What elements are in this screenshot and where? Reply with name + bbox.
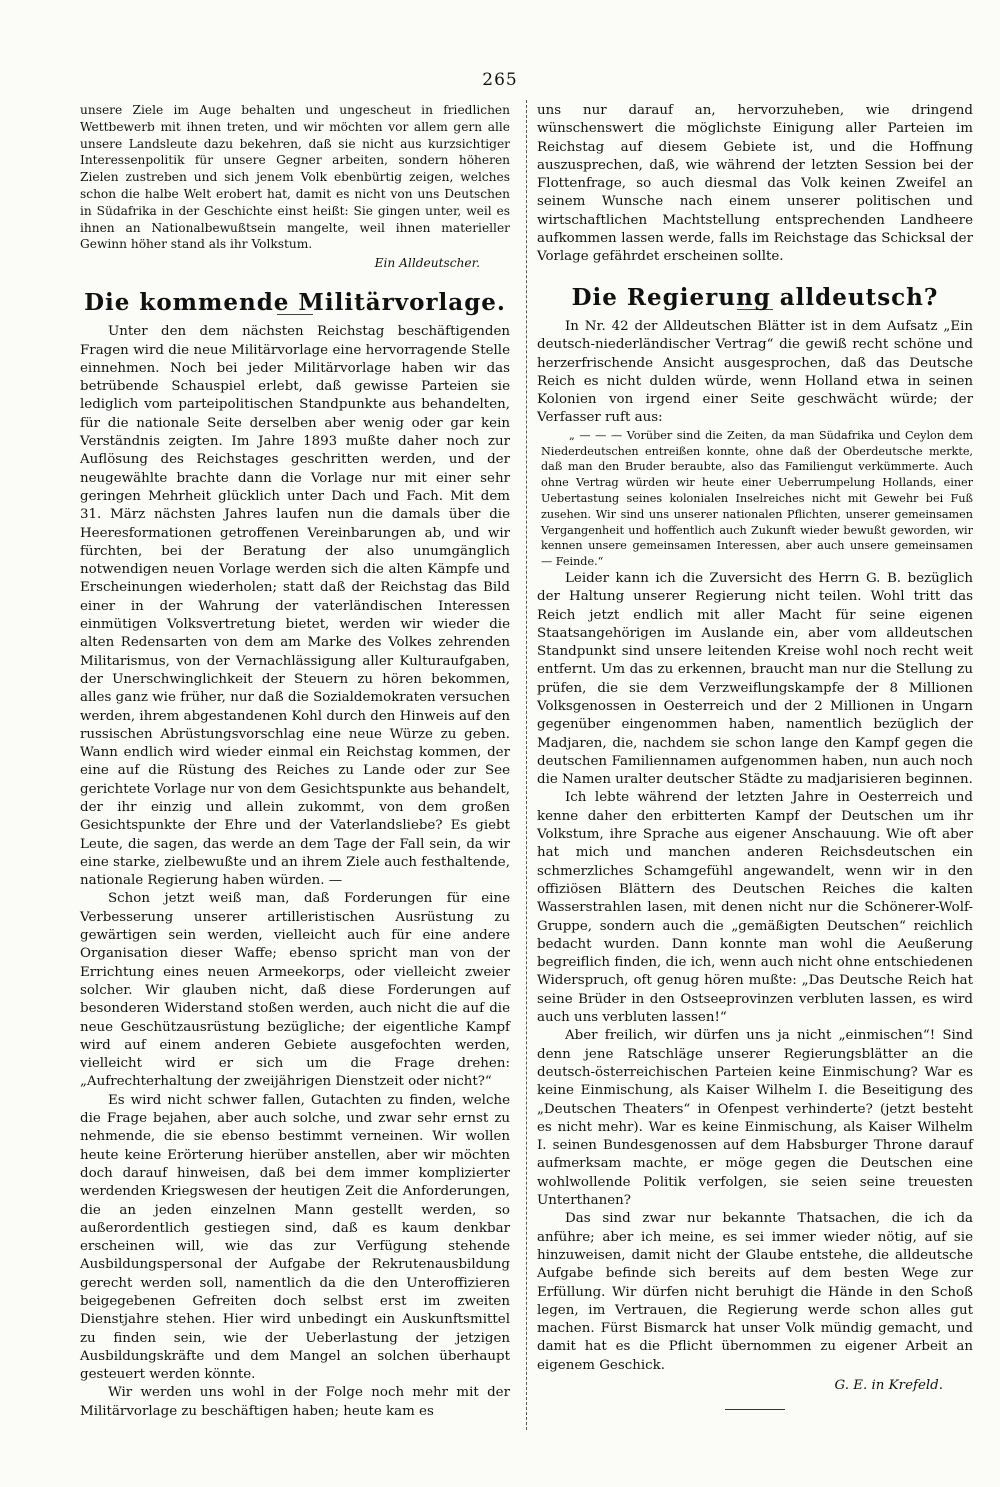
paragraph: Das sind zwar nur bekannte Thatsachen, die ich da anführe; aber ich meine, es sei immer wieder nötig, auf sie hinzuweisen, damit nicht der Glaube entstehe, die alldeutsche Aufgabe befinde sich bereits auf dem besten Wege zur Erfüllung. Wir dürfen nicht beruhigt die Hände in den Schoß legen, im Vertrauen, die Regierung werde schon alles gut machen. Fürst Bismarck hat unser Volk mündig gemacht, und damit hat es die Pflicht übernommen zu eigener Arbeit an eigenem Geschick. xyxy=(537,1211,973,1373)
intro-paragraph: unsere Ziele im Auge behalten und ungescheut in friedlichen Wettbewerb mit ihnen treten, und wir möchten vor allem gern alle unsere Landsleute dazu bekehren, daß sie nicht aus kurzsichtiger Interessenpolitik für unsere Gegner arbeiten, sondern höheren Zielen zustreben und sich jenem Volk ebenbürtig zeigen, welches schon die halbe Welt erobert hat, damit es nicht von uns Deutschen in Südafrika in der Geschichte einst heißt: Sie gingen unter, weil es ihnen an Nationalbewußtsein mangelte, weil ihnen materieller Gewinn höher stand als ihr Volkstum. xyxy=(80,103,510,252)
paragraph: Unter den dem nächsten Reichstag beschäftigenden Fragen wird die neue Militärvorlage eine hervorragende Stelle einnehmen. Noch bei jeder Militärvorlage haben wir das betrübende Schauspiel erlebt, daß gewisse Parteien sie lediglich vom parteipolitischen Standpunkte aus behandelten, für die nationale Seite derselben aber wenig oder gar kein Verständnis zeigten. Im Jahre 1893 mußte daher noch zur Auflösung des Reichstages geschritten werden, und der neugewählte brachte dann die Vorlage nur mit einer sehr geringen Mehrheit glücklich unter Dach und Fach. Mit dem 31. März nächsten Jahres laufen nun die damals über die Heeresformationen getroffenen Vereinbarungen ab, und wir fürchten, bei der Beratung der also unumgänglich notwendigen neuen Vorlage werden sich die alten Kämpfe und Erscheinungen wiederholen; statt daß der Reichstag das Bild einer in der Wahrung der vaterländischen Interessen einmütigen Volksvertretung bietet, werden wir wieder die alten Redensarten von dem am Marke des Volkes zehrenden Militarismus, von der Vernachlässigung aller Kulturaufgaben, der Unerschwinglichkeit der Steuern zu hören bekommen, alles ganz wie früher, nur daß die Sozialdemokraten versuchen werden, ihrem abgestandenen Kohl durch den Hinweis auf den russischen Abrüstungsvorschlag eine neue Würze zu geben. Wann endlich wird wieder einmal ein Reichstag kommen, der eine auf die Rüstung des Reiches zu Lande oder zur See gerichtete Vorlage nur von dem Gesichtspunkte aus behandelt, der ihr einzig und allein zukommt, von dem großen Gesichtspunkte der Ehre und der Vaterlandsliebe? Es giebt Leute, die sagen, das werde an dem Tage der Fall sein, da wir eine starke, zielbewußte und an ihrem Ziele auch festhaltende, nationale Regierung haben würden. — xyxy=(80,324,510,889)
article-title-militaervorlage: Die kommende Militärvorlage. xyxy=(84,288,506,316)
block-quote: „ — — — Vorüber sind die Zeiten, da man Südafrika und Ceylon dem Niederdeutschen entreißen konnte, ohne daß der Oberdeutsche merkte, daß man den Bruder beraubte, also das Familiengut verkümmerte. Auch ohne Vertrag würden wir heute einer Ueberrumpelung Hollands, einer Uebertastung seines kolonialen Inselreiches nicht mit Gewehr bei Fuß zusehen. Wir sind uns unserer nationalen Pflichten, unserer gemeinsamen Vergangenheit und hoffentlich auch Zukunft wieder bewußt geworden, wir kennen unsere gemeinsamen Interessen, aber auch unsere gemeinsamen — Feinde.“ xyxy=(541,428,973,569)
end-rule xyxy=(725,1409,785,1410)
page-number: 265 xyxy=(482,70,518,90)
continuation-paragraph: uns nur darauf an, hervorzuheben, wie dringend wünschenswert die möglichste Einigung aller Parteien im Reichstag auf diesem Gebiete ist, und die Hoffnung auszusprechen, daß, wie während der letzten Session bei der Flottenfrage, so auch diesmal das Volk keinen Zweifel an seinem Wunsche nach einem unserer politischen und wirtschaftlichen Machtstellung entsprechenden Landheere aufkommen lassen werde, falls im Reichstage das Schicksal der Vorlage gefährdet erscheinen sollte. xyxy=(537,103,973,265)
paragraph: In Nr. 42 der Alldeutschen Blätter ist in dem Aufsatz „Ein deutsch-niederländischer Vertrag“ die gewiß recht schöne und herzerfrischende Ansicht ausgesprochen, daß das Deutsche Reich es nicht dulden würde, wenn Holland etwa in seinen Kolonien von irgend einer Seite geschwächt würde; der Verfasser ruft aus: xyxy=(537,318,973,426)
paragraph: Leider kann ich die Zuversicht des Herrn G. B. bezüglich der Haltung unserer Regierung nicht teilen. Wohl tritt das Reich jetzt endlich mit aller Macht für seine eigenen Staatsangehörigen im Auslande ein, aber vom alldeutschen Standpunkt sind unsere leitenden Kreise wohl noch recht weit entfernt. Um das zu erkennen, braucht man nur die Stellung zu prüfen, die sie dem Verzweiflungskampfe der 8 Millionen Volksgenossen in Oesterreich und der 2 Millionen in Ungarn gegenüber eingenommen haben, namentlich bezüglich der Madjaren, die, nachdem sie schon lange den Kampf gegen die deutschen Familiennamen aufgenommen haben, nun auch noch die Namen uralter deutscher Städte zu madjarisieren beginnen. xyxy=(537,570,973,788)
left-column xyxy=(80,102,510,1421)
right-column xyxy=(537,102,973,1410)
paragraph: Es wird nicht schwer fallen, Gutachten zu finden, welche die Frage bejahen, aber auch solche, und zwar sehr ernst zu nehmende, die sie ebenso bestimmt verneinen. Wir wollen heute keine Erörterung hierüber anstellen, aber wir möchten doch darauf hinweisen, daß bei dem immer komplizierter werdenden Kriegswesen der heutigen Zeit die Anforderungen, die an jeden einzelnen Mann gestellt werden, so außerordentlich gestiegen sind, daß es kaum denkbar erscheinen will, wie das zur Verfügung stehende Ausbildungspersonal der Aufgabe der Rekrutenausbildung gerecht werden soll, namentlich da die den Unteroffizieren beigegebenen Gefreiten doch selbst erst im zweiten Dienstjahre stehen. Hier wird unbedingt ein Auskunftsmittel zu finden sein, wie der Ueberlastung der jetzigen Ausbildungskräfte und dem Mangel an solchen überhaupt gesteuert werden könnte. xyxy=(80,1092,510,1383)
column-divider xyxy=(526,100,527,1430)
paragraph: Ich lebte während der letzten Jahre in Oesterreich und kenne daher den erbitterten Kampf der Deutschen um ihr Volkstum, ihre Sprache aus eigener Anschauung. Wie oft aber hat mich und manchen anderen Reichsdeutschen ein schmerzliches Schamgefühl angewandelt, wenn wir in den offiziösen Blättern des Deutschen Reiches die kalten Wasserstrahlen lasen, mit denen nicht nur die Schönerer-Wolf-Gruppe, sondern auch die „gemäßigten Deutschen“ reichlich bedacht wurden. Dann konnte man wohl die Aeußerung begreiflich finden, die ich, wenn auch nicht ohne entschiedenen Widerspruch, oft genug hören mußte: „Das Deutsche Reich hat seine Brüder in den Ostseeprovinzen verbluten lassen, es wird auch uns verbluten lassen!“ xyxy=(537,790,973,1026)
intro-signature: Ein Alldeutscher. xyxy=(374,256,480,271)
article-signature: G. E. in Krefeld. xyxy=(834,1377,943,1393)
paragraph: Schon jetzt weiß man, daß Forderungen für eine Verbesserung unserer artilleristischen Ausrüstung zu gewärtigen sein werden, vielleicht auch für eine andere Organisation dieser Waffe; ebenso spricht man von der Errichtung eines neuen Armeekorps, oder vielleicht zweier solcher. Wir glauben nicht, daß diese Forderungen auf besonderen Widerstand stoßen werden, auch nicht die auf die neue Geschützausrüstung bezügliche; der eigentliche Kampf wird auf einem anderen Gebiete ausgefochten werden, vielleicht wird er sich um die Frage drehen: „Aufrechterhaltung der zweijährigen Dienstzeit oder nicht?“ xyxy=(80,891,510,1090)
article-title-regierung: Die Regierung alldeutsch? xyxy=(571,283,939,311)
paragraph: Aber freilich, wir dürfen uns ja nicht „einmischen“! Sind denn jene Ratschläge unserer Regierungsblätter an die deutsch-österreichischen Parteien keine Einmischung? War es keine Einmischung, als Kaiser Wilhelm I. die Beseitigung des „Deutschen Theaters“ in Ofenpest verhinderte? (jetzt besteht es nicht mehr). War es keine Einmischung, als Kaiser Wilhelm I. seinen Bundesgenossen auf dem Habsburger Throne darauf aufmerksam machte, er möge gegen die Deutschen eine wohlwollende Politik verfolgen, sie seien seine treuesten Unterthanen? xyxy=(537,1028,973,1209)
paragraph: Wir werden uns wohl in der Folge noch mehr mit der Militärvorlage zu beschäftigen haben; heute kam es xyxy=(80,1385,510,1419)
